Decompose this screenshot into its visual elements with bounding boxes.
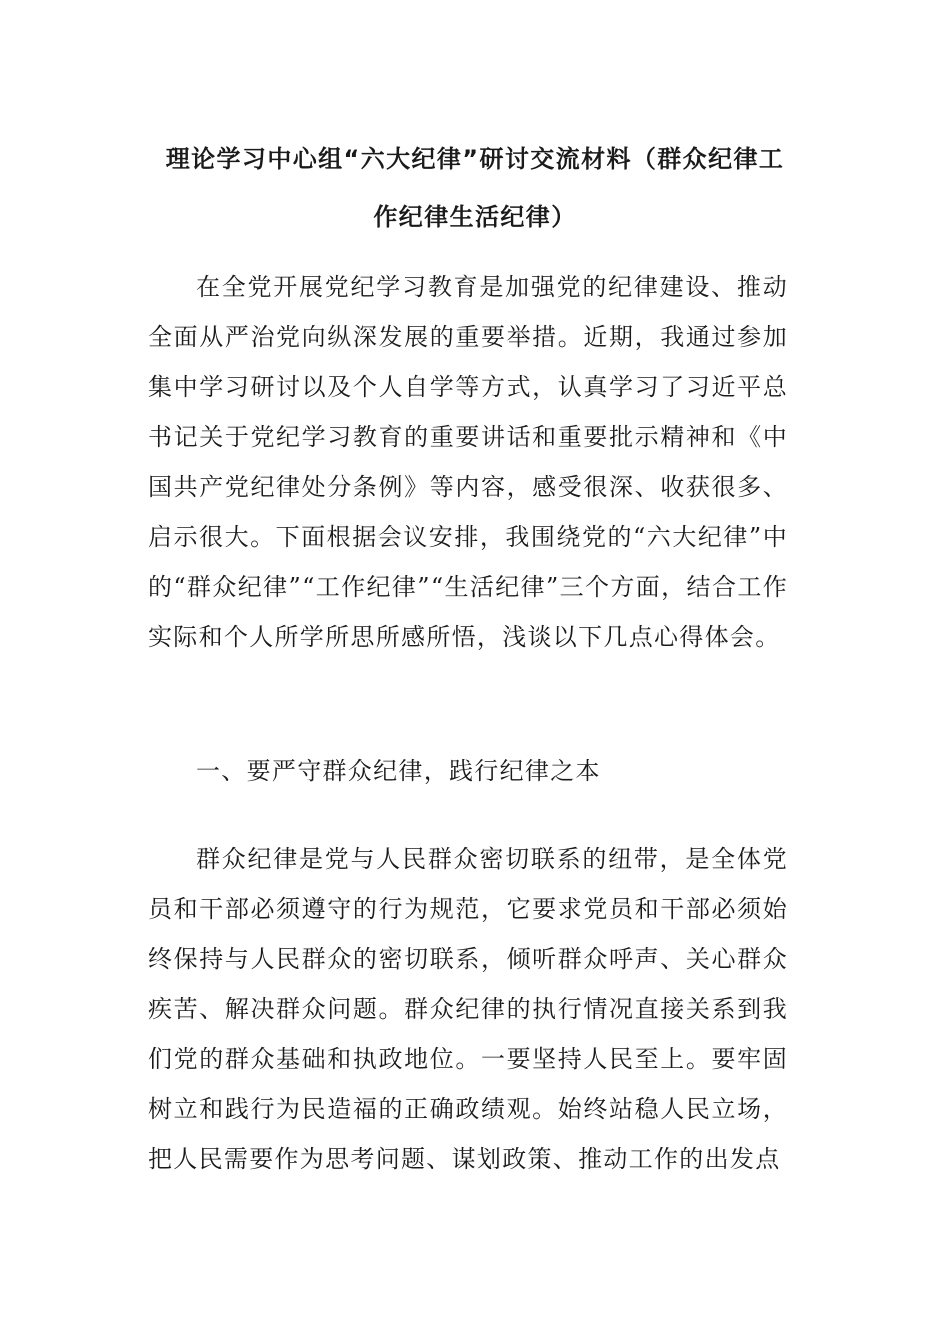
intro-paragraph: 在全党开展党纪学习教育是加强党的纪律建设、推动全面从严治党向纵深发展的重要举措。近期，我通过参加集中学习研讨以及个人自学等方式，认真学习了习近平总书记关于党纪学习教育的重要讲话和重要批示精神和《中国共产党纪律处分条例》等内容，感受很深、收获很多、启示很大。下面根据会议安排，我围绕党的“六大纪律”中的“群众纪律”“工作纪律”“生活纪律”三个方面，结合工作实际和个人所学所思所感所悟，浅谈以下几点心得体会。 — [148, 273, 788, 651]
title-line-2: 作纪律生活纪律） — [373, 203, 577, 231]
section-1-paragraph: 群众纪律是党与人民群众密切联系的纽带，是全体党员和干部必须遵守的行为规范，它要求党员和干部必须始终保持与人民群众的密切联系，倾听群众呼声、关心群众疾苦、解决群众问题。群众纪律的执行情况直接关系到我们党的群众基础和执政地位。一要坚持人民至上。要牢固树立和践行为民造福的正确政绩观。始终站稳人民立场，把人民需要作为思考问题、谋划政策、推动工作的出发点 — [148, 845, 788, 1173]
section-heading-1: 一、要严守群众纪律，践行纪律之本 — [196, 757, 601, 785]
document-title — [150, 130, 800, 246]
title-line-1: 理论学习中心组“六大纪律”研讨交流材料（群众纪律工 — [165, 145, 785, 173]
